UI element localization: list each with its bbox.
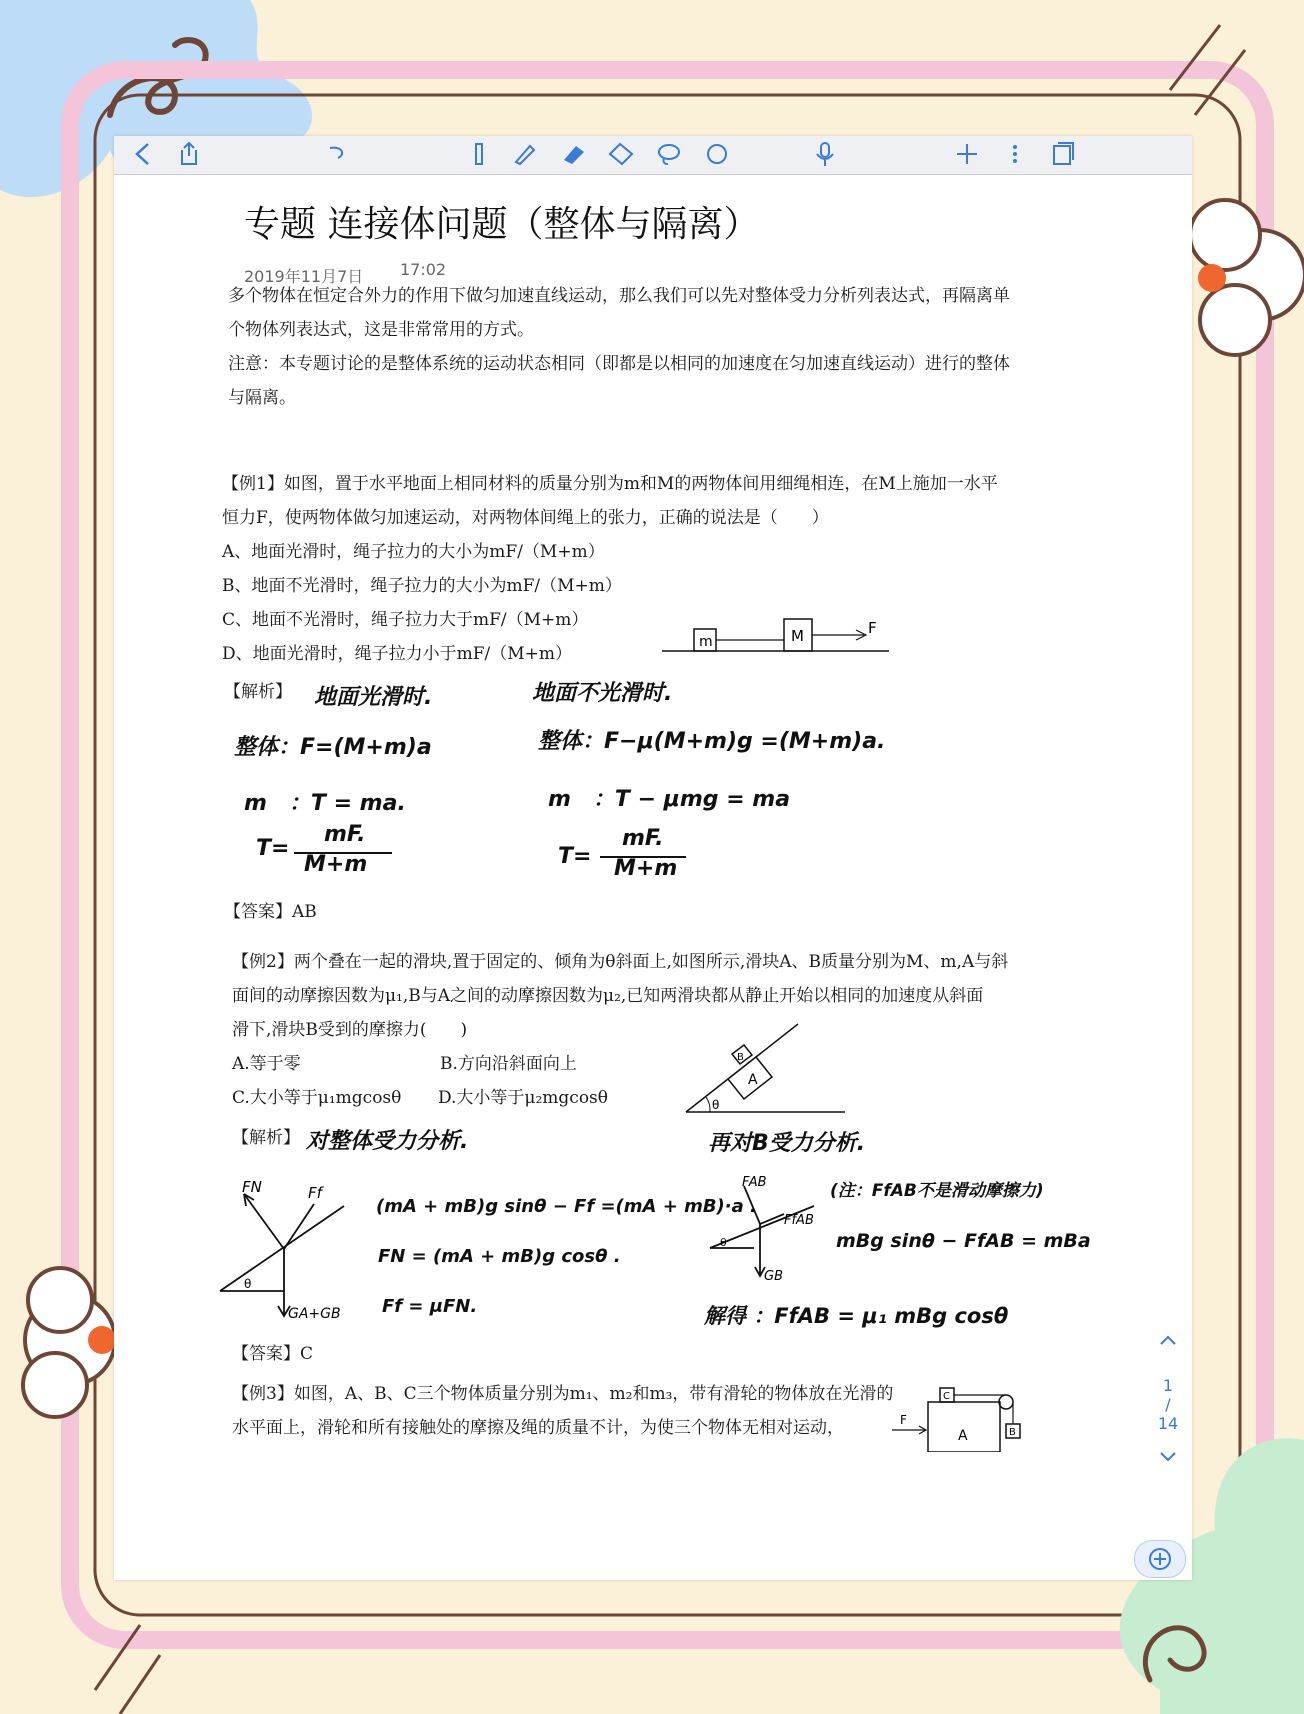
ex1-right-den: M+m [614,856,678,881]
pulley [999,1395,1013,1409]
ffab-label: FfAB [784,1213,814,1228]
block-M-label: M [791,627,804,645]
gb-label: GB [764,1269,783,1284]
share-icon[interactable] [174,140,204,168]
ex2-option: B.方向沿斜面向上 [440,1054,577,1074]
ex2-fbd-B [704,1176,824,1286]
theta-label: θ [720,1236,727,1249]
block-B-label: B [737,1052,744,1063]
back-icon[interactable] [128,140,158,168]
ex1-left-T: T= [256,836,290,861]
page-down-icon[interactable] [1148,1449,1188,1468]
ex2-note: (注：FfAB不是滑动摩擦力) [830,1181,1044,1201]
ex2-option: A.等于零 [232,1054,301,1074]
add-button[interactable] [1134,1540,1186,1578]
microphone-icon[interactable] [810,140,840,168]
intro-line: 与隔离。 [228,388,296,408]
angle-theta-label: θ [712,1098,720,1112]
gravity-label: GA+GB [288,1306,341,1322]
ex1-right-head: 地面不光滑时. [532,681,673,706]
block-m-label: m [699,634,713,650]
block-B-label: B [1009,1427,1016,1438]
intro-line: 注意：本专题讨论的是整体系统的运动状态相同（即都是以相同的加速度在匀加速直线运动）进行的整体 [228,354,1010,374]
ex2-eq1: (mA + mB)g sinθ − Ff =(mA + mB)·a . [376,1196,757,1217]
ex1-right-eq1: 整体：F−μ(M+m)g =(M+m)a. [538,729,886,754]
note-toolbar [114,136,1192,175]
plus-circle-icon [1135,1541,1185,1577]
eraser-icon[interactable] [606,140,636,168]
ex1-left-eq1: 整体：F=(M+m)a [234,735,432,760]
ex1-option: C、地面不光滑时，绳子拉力大于mF/（M+m） [222,610,589,630]
ex1-option: D、地面光滑时，绳子拉力小于mF/（M+m） [222,644,573,664]
ex3-question: 水平面上，滑轮和所有接触处的摩擦及绳的质量不计，为使三个物体无相对运动， [232,1418,844,1438]
ex2-jiexi-label: 【解析】 [232,1128,300,1148]
page-separator: / [1165,1395,1171,1414]
total-pages: 14 [1157,1414,1179,1433]
ex2-left-head: 对整体受力分析. [306,1129,469,1154]
ex1-right-T: T= [558,844,592,869]
ex1-option: B、地面不光滑时，绳子拉力的大小为mF/（M+m） [222,576,622,596]
page-navigator [1148,1332,1188,1482]
ex2-question: 【例2】两个叠在一起的滑块,置于固定的、倾角为θ斜面上,如图所示,滑块A、B质量分别为M、m,A与斜 [232,952,1009,972]
intro-line: 个物体列表达式，这是非常常用的方式。 [228,320,534,340]
shapes-icon[interactable] [702,140,732,168]
note-time: 17:02 [400,260,447,279]
ex2-eq4: mBg sinθ − FfAB = mBa [836,1230,1091,1252]
ex1-figure [654,601,894,661]
ff-label: Ff [308,1184,322,1202]
ex1-option: A、地面光滑时，绳子拉力的大小为mF/（M+m） [222,542,605,562]
add-page-icon[interactable] [952,140,982,168]
ex2-eq3: Ff = μFN. [382,1296,478,1317]
ex2-answer: 【答案】C [232,1344,314,1364]
flower-top-right-decoration [1190,200,1304,355]
force-F-label: F [900,1413,907,1427]
ex2-option: D.大小等于μ₂mgcosθ [438,1088,609,1108]
highlighter-icon[interactable] [558,140,588,168]
ex1-jiexi-label: 【解析】 [224,682,292,702]
ex1-left-head: 地面光滑时. [314,685,433,710]
ex1-right-eq2: m ：T − μmg = ma [548,787,791,812]
note-page [114,136,1192,1580]
force-F-label: F [868,619,877,637]
ex1-left-eq2: m ：T = ma. [244,791,406,816]
ex1-answer: 【答案】AB [224,902,317,922]
page-title: 专题 连接体问题（整体与隔离） [244,204,760,245]
page-up-icon[interactable] [1148,1332,1188,1360]
flower-left-decoration [23,1268,116,1417]
ex2-eq5: 解得 ：FfAB = μ₁ mBg cosθ [704,1304,1009,1328]
ex1-question: 【例1】如图，置于水平地面上相同材料的质量分别为m和M的两物体间用细绳相连，在M上施加一水平 [222,474,998,494]
note-date: 2019年11月7日 [244,267,364,286]
pages-icon[interactable] [1048,140,1078,168]
intro-line: 多个物体在恒定合外力的作用下做匀加速直线运动，那么我们可以先对整体受力分析列表达式，再隔离单 [228,286,1010,306]
block-C-label: C [943,1391,950,1402]
text-tool-icon[interactable] [464,140,494,168]
ex2-fbd-whole [214,1176,364,1326]
lasso-icon[interactable] [654,140,684,168]
ex1-question: 恒力F，使两物体做匀加速运动，对两物体间绳上的张力，正确的说法是（ ） [222,508,829,528]
ex1-right-num: mF. [622,826,664,851]
pen-icon[interactable] [510,140,540,168]
current-page: 1 [1162,1376,1174,1395]
ex1-left-den: M+m [304,852,368,877]
block-A [928,1402,1000,1452]
block-A-label: A [748,1072,758,1088]
ex2-question: 滑下,滑块B受到的摩擦力( ) [232,1020,468,1040]
ex2-right-head: 再对B受力分析. [708,1131,866,1156]
ex3-figure [888,1380,1038,1452]
theta-label: θ [244,1277,252,1291]
fab-label: FAB [742,1176,767,1190]
ex2-question: 面间的动摩擦因数为μ₁,B与A之间的动摩擦因数为μ₂,已知两滑块都从静止开始以相同的加速度从斜面 [232,986,984,1006]
ex2-eq2: FN = (mA + mB)g cosθ . [378,1246,621,1267]
more-icon[interactable] [1000,140,1030,168]
ex2-option: C.大小等于μ₁mgcosθ [232,1088,402,1108]
fn-label: FN [242,1178,262,1196]
undo-icon[interactable] [322,140,352,168]
block-A-label: A [958,1428,968,1444]
ex2-incline-figure [680,1012,850,1122]
ex3-question: 【例3】如图，A、B、C三个物体质量分别为m₁、m₂和m₃，带有滑轮的物体放在光滑的 [232,1384,894,1404]
ex1-left-num: mF. [324,822,366,847]
